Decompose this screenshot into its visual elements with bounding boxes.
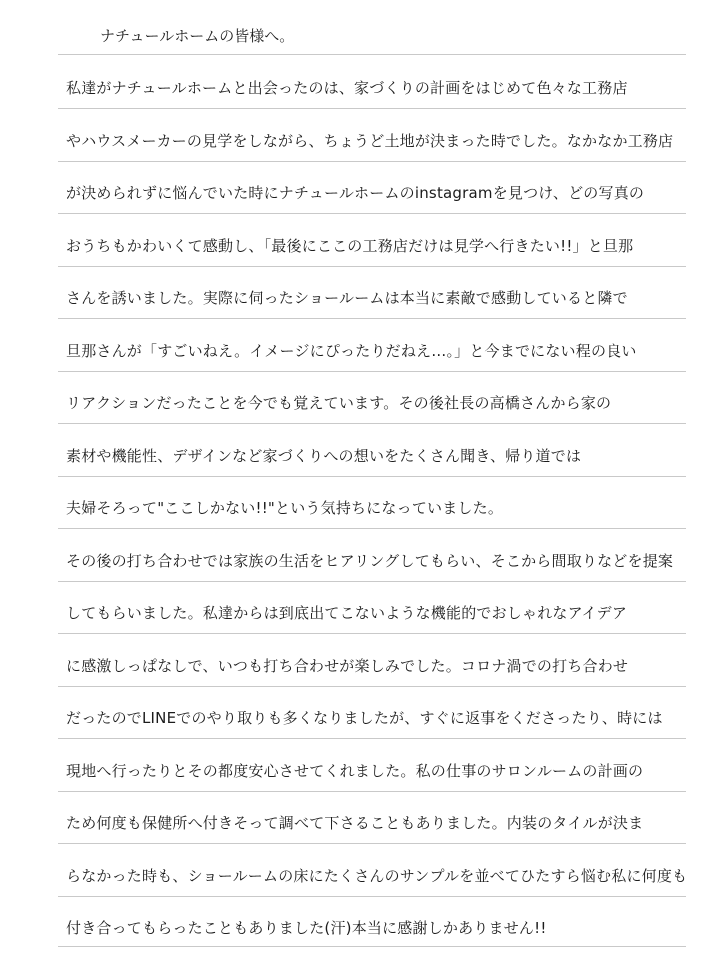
ruled-line xyxy=(58,791,686,792)
letter-line: その後の打ち合わせでは家族の生活をヒアリングしてもらい、そこから間取りなどを提案 xyxy=(66,552,674,570)
ruled-line xyxy=(58,843,686,844)
letter-line: 付き合ってもらったこともありました(汗)本当に感謝しかありません!! xyxy=(66,919,547,937)
letter-line: だったのでLINEでのやり取りも多くなりましたが、すぐに返事をくださったり、時には xyxy=(66,709,663,727)
ruled-line xyxy=(58,476,686,477)
letter-line: 私達がナチュールホームと出会ったのは、家づくりの計画をはじめて色々な工務店 xyxy=(66,79,628,97)
letter-line: 夫婦そろって"ここしかない!!"という気持ちになっていました。 xyxy=(66,499,504,517)
letter-line: 旦那さんが「すごいねえ。イメージにぴったりだねえ…。」と今までにない程の良い xyxy=(66,342,637,360)
letter-line: ため何度も保健所へ付きそって調べて下さることもありました。内装のタイルが決ま xyxy=(66,814,644,832)
ruled-line xyxy=(58,266,686,267)
ruled-line xyxy=(58,161,686,162)
letter-line: 素材や機能性、デザインなど家づくりへの想いをたくさん聞き、帰り道では xyxy=(66,447,582,465)
letter-line: おうちもかわいくて感動し、「最後にここの工務店だけは見学へ行きたい!!」と旦那 xyxy=(66,237,634,255)
ruled-line xyxy=(58,371,686,372)
letter-line: さんを誘いました。実際に伺ったショールームは本当に素敵で感動していると隣で xyxy=(66,289,628,307)
ruled-line xyxy=(58,423,686,424)
ruled-line xyxy=(58,54,686,55)
letter-line: が決められずに悩んでいた時にナチュールホームのinstagramを見つけ、どの写真の xyxy=(66,184,645,202)
ruled-line xyxy=(58,738,686,739)
letter-line: やハウスメーカーの見学をしながら、ちょうど土地が決まった時でした。なかなか工務店 xyxy=(66,132,674,150)
letter-line: に感激しっぱなしで、いつも打ち合わせが楽しみでした。コロナ渦での打ち合わせ xyxy=(66,657,629,675)
ruled-line xyxy=(58,686,686,687)
letter-line: 現地へ行ったりとその都度安心させてくれました。私の仕事のサロンルームの計画の xyxy=(66,762,644,780)
ruled-line xyxy=(58,528,686,529)
letter-line: リアクションだったことを今でも覚えています。その後社長の高橋さんから家の xyxy=(66,394,612,412)
letter-greeting: ナチュールホームの皆様へ。 xyxy=(100,27,295,45)
ruled-line xyxy=(58,213,686,214)
letter-line: らなかった時も、ショールームの床にたくさんのサンプルを並べてひたすら悩む私に何度も xyxy=(66,867,688,885)
ruled-line xyxy=(58,318,686,319)
ruled-line xyxy=(58,633,686,634)
ruled-line xyxy=(58,108,686,109)
letter-line: してもらいました。私達からは到底出てこないような機能的でおしゃれなアイデア xyxy=(66,604,628,622)
ruled-line xyxy=(58,581,686,582)
ruled-line xyxy=(58,896,686,897)
ruled-line xyxy=(58,946,686,947)
